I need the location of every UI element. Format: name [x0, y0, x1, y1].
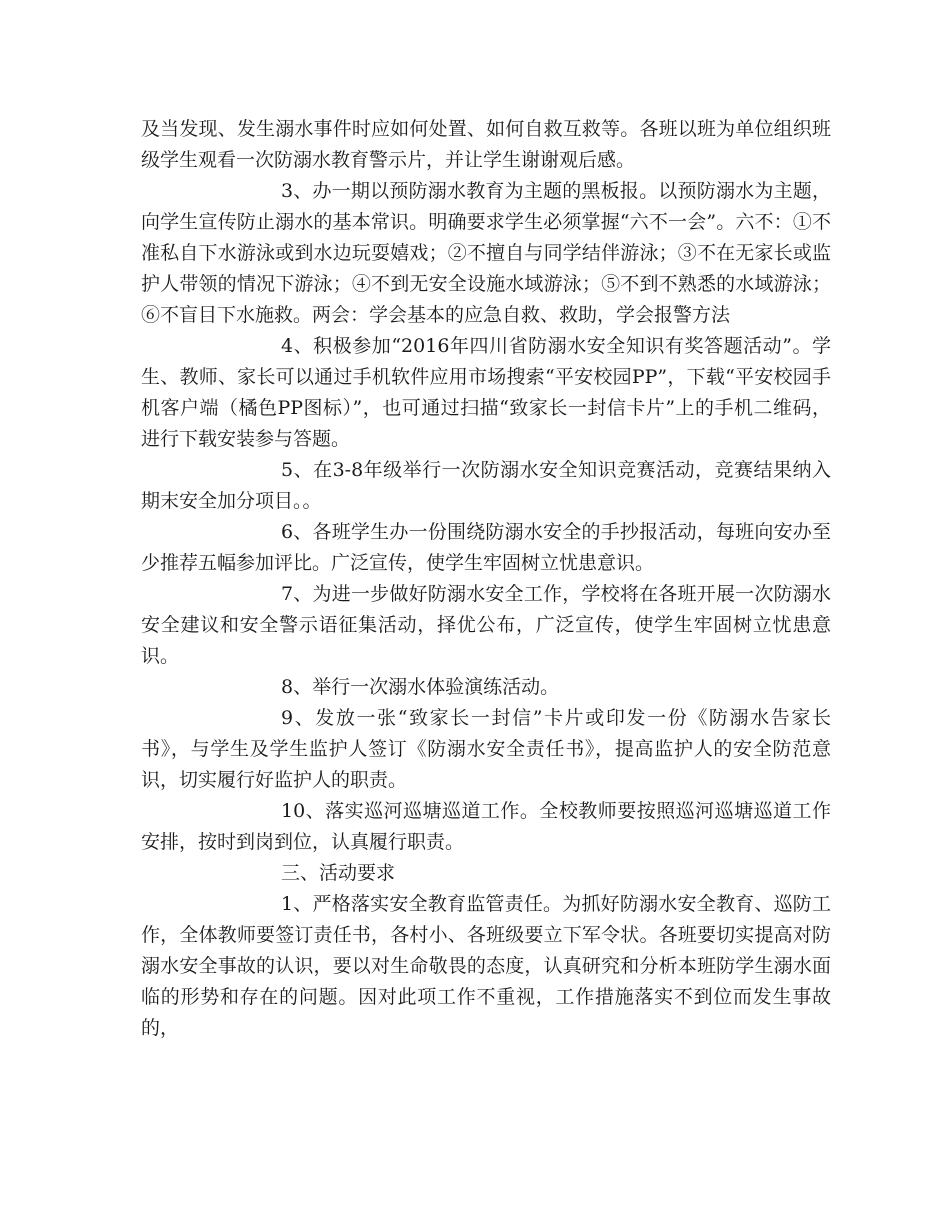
paragraph-requirement-1: 1、严格落实安全教育监管责任。为抓好防溺水安全教育、巡防工作，全体教师要签订责任书，各村小、各班级要立下军令状。各班要切实提高对防溺水安全事故的认识，要以对生命敬畏的态度，认真研究和分析本班防学生溺水面临的形势和存在的问题。因对此项工作不重视，工作措施落实不到位而发生事故的，: [141, 893, 831, 1039]
paragraph-item-6: 6、各班学生办一份围绕防溺水安全的手抄报活动，每班向安办至少推荐五幅参加评比。广泛宣传，使学生牢固树立忧患意识。: [141, 521, 831, 574]
paragraph-intro-continuation: 及当发现、发生溺水事件时应如何处置、如何自救互救等。各班以班为单位组织班级学生观看一次防溺水教育警示片，并让学生谢谢观后感。: [141, 118, 831, 171]
paragraph-item-9: 9、发放一张“致家长一封信”卡片或印发一份《防溺水告家长书》，与学生及学生监护人签订《防溺水安全责任书》，提高监护人的安全防范意识，切实履行好监护人的职责。: [141, 707, 831, 791]
paragraph-item-4: 4、积极参加“2016年四川省防溺水安全知识有奖答题活动”。学生、教师、家长可以通过手机软件应用市场搜索“平安校园PP”，下载“平安校园手机客户端（橘色PP图标）”，也可通过扫描“致家长一封信卡片”上的手机二维码，进行下载安装参与答题。: [141, 335, 831, 450]
section-heading-requirements: 三、活动要求: [281, 862, 396, 884]
paragraph-item-10: 10、落实巡河巡塘巡道工作。全校教师要按照巡河巡塘巡道工作安排，按时到岗到位，认真履行职责。: [141, 800, 831, 853]
paragraph-item-3: 3、办一期以预防溺水教育为主题的黑板报。以预防溺水为主题，向学生宣传防止溺水的基本常识。明确要求学生必须掌握“六不一会”。六不：①不准私自下水游泳或到水边玩耍嬉戏；②不擅自与同学结伴游泳；③不在无家长或监护人带领的情况下游泳；④不到无安全设施水域游泳；⑤不到不熟悉的水域游泳；⑥不盲目下水施救。两会：学会基本的应急自救、救助，学会报警方法: [141, 180, 831, 326]
paragraph-item-8: 8、举行一次溺水体验演练活动。: [281, 676, 560, 698]
paragraph-item-5: 5、在3-8年级举行一次防溺水安全知识竞赛活动，竞赛结果纳入期末安全加分项目。。: [141, 459, 831, 512]
document-page: [141, 114, 831, 1044]
paragraph-item-7: 7、为进一步做好防溺水安全工作，学校将在各班开展一次防溺水安全建议和安全警示语征集活动，择优公布，广泛宣传，使学生牢固树立忧患意识。: [141, 583, 831, 667]
